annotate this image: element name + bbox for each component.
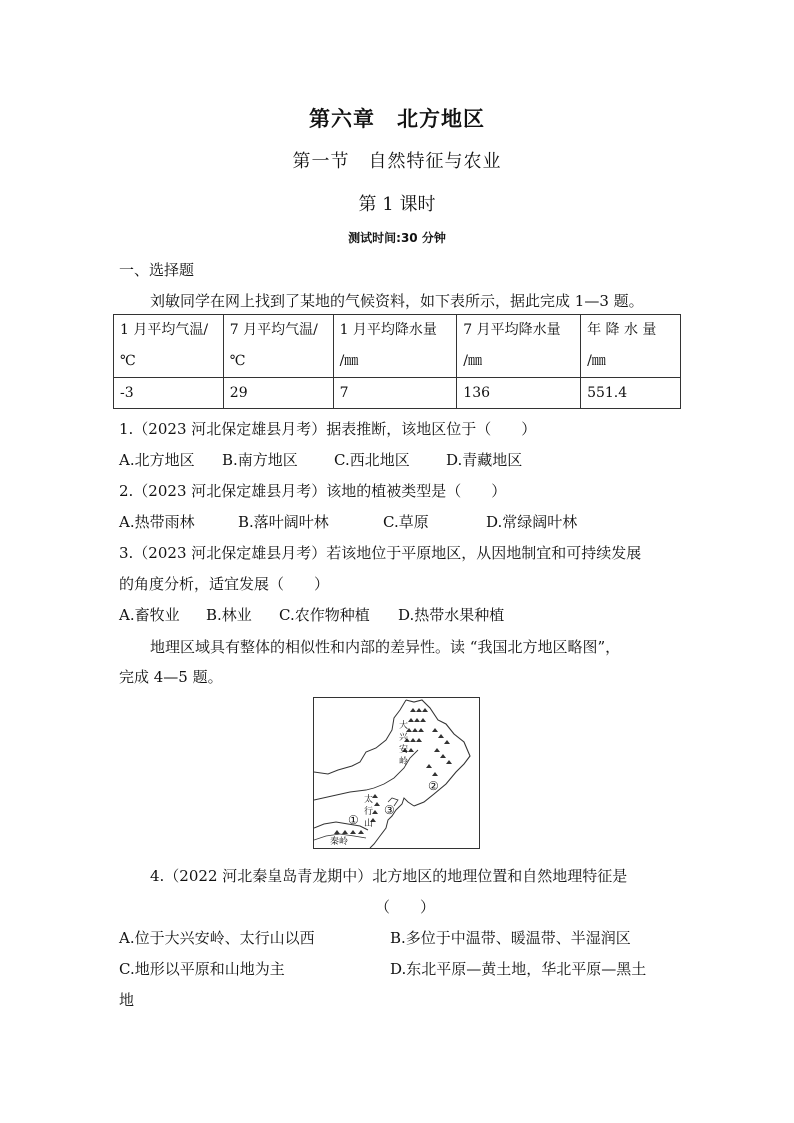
chapter-title: 第六章 北方地区 <box>309 107 485 131</box>
map-label: ② <box>428 779 439 793</box>
test-time: 测试时间:30 分钟 <box>348 231 446 245</box>
map-label: ③ <box>384 803 395 817</box>
table-cell: 7 <box>333 378 457 409</box>
climate-table <box>113 314 681 409</box>
lesson-title: 第 1 课时 <box>358 194 436 215</box>
table-cell: 29 <box>223 378 333 409</box>
q3-option-b[interactable]: B.林业 <box>206 606 252 624</box>
map-label: ① <box>348 813 359 827</box>
q2-option-d[interactable]: D.常绿阔叶林 <box>486 513 578 531</box>
q2-option-a[interactable]: A.热带雨林 <box>119 513 195 531</box>
table-header-cell: 7 月平均气温/ ℃ <box>223 315 333 378</box>
q3-option-d[interactable]: D.热带水果种植 <box>398 606 505 624</box>
map-label: 行 <box>364 807 374 817</box>
q1-option-a[interactable]: A.北方地区 <box>119 451 195 469</box>
table-row <box>114 378 681 409</box>
table-header-row <box>114 315 681 378</box>
q4-option-c[interactable]: C.地形以平原和山地为主 <box>119 960 285 978</box>
map-label: 大 <box>399 721 409 731</box>
question-4-stem: 4.（2022 河北秦皇岛青龙期中）北方地区的地理位置和自然地理特征是 <box>150 867 628 885</box>
table-cell: 551.4 <box>581 378 681 409</box>
q4-option-d[interactable]: D.东北平原—黄土地，华北平原—黑土 <box>390 960 647 978</box>
question-2-stem: 2.（2023 河北保定雄县月考）该地的植被类型是（ ） <box>119 482 507 500</box>
intro-text-2: 地理区域具有整体的相似性和内部的差异性。读 “我国北方地区略图”， <box>150 638 621 656</box>
table-header-cell: 年 降 水 量 /㎜ <box>581 315 681 378</box>
q1-option-b[interactable]: B.南方地区 <box>222 451 298 469</box>
table-header-cell: 1 月平均降水量 /㎜ <box>333 315 457 378</box>
intro-text-2-cont: 完成 4—5 题。 <box>119 668 223 686</box>
table-header-cell: 1 月平均气温/ ℃ <box>114 315 224 378</box>
question-4-paren: （ ） <box>375 898 436 916</box>
q3-option-a[interactable]: A.畜牧业 <box>119 606 180 624</box>
q2-option-c[interactable]: C.草原 <box>383 513 429 531</box>
north-region-map <box>313 697 480 849</box>
question-1-stem: 1.（2023 河北保定雄县月考）据表推断，该地区位于（ ） <box>119 420 537 438</box>
intro-text-1: 刘敏同学在网上找到了某地的气候资料，如下表所示，据此完成 1—3 题。 <box>150 292 644 310</box>
map-label: 兴 <box>399 733 409 743</box>
map-label: 山 <box>364 819 374 829</box>
map-label: 秦岭 <box>330 837 349 847</box>
q3-option-c[interactable]: C.农作物种植 <box>279 606 370 624</box>
q1-option-d[interactable]: D.青藏地区 <box>446 451 523 469</box>
question-3-stem: 3.（2023 河北保定雄县月考）若该地位于平原地区，从因地制宜和可持续发展 <box>119 544 642 562</box>
map-drawing <box>314 698 479 848</box>
q4-option-a[interactable]: A.位于大兴安岭、太行山以西 <box>119 929 315 947</box>
map-label: 岭 <box>399 757 409 767</box>
section-heading: 一、选择题 <box>119 261 195 279</box>
question-3-stem-cont: 的角度分析，适宜发展（ ） <box>119 575 330 593</box>
map-label: 安 <box>399 745 409 755</box>
q4-option-d-wrap: 地 <box>119 991 135 1009</box>
q1-option-c[interactable]: C.西北地区 <box>334 451 410 469</box>
section-title: 第一节 自然特征与农业 <box>292 151 502 172</box>
table-cell: -3 <box>114 378 224 409</box>
table-cell: 136 <box>457 378 581 409</box>
q2-option-b[interactable]: B.落叶阔叶林 <box>238 513 329 531</box>
q4-option-b[interactable]: B.多位于中温带、暖温带、半湿润区 <box>390 929 631 947</box>
table-header-cell: 7 月平均降水量 /㎜ <box>457 315 581 378</box>
map-label: 太 <box>364 795 374 805</box>
